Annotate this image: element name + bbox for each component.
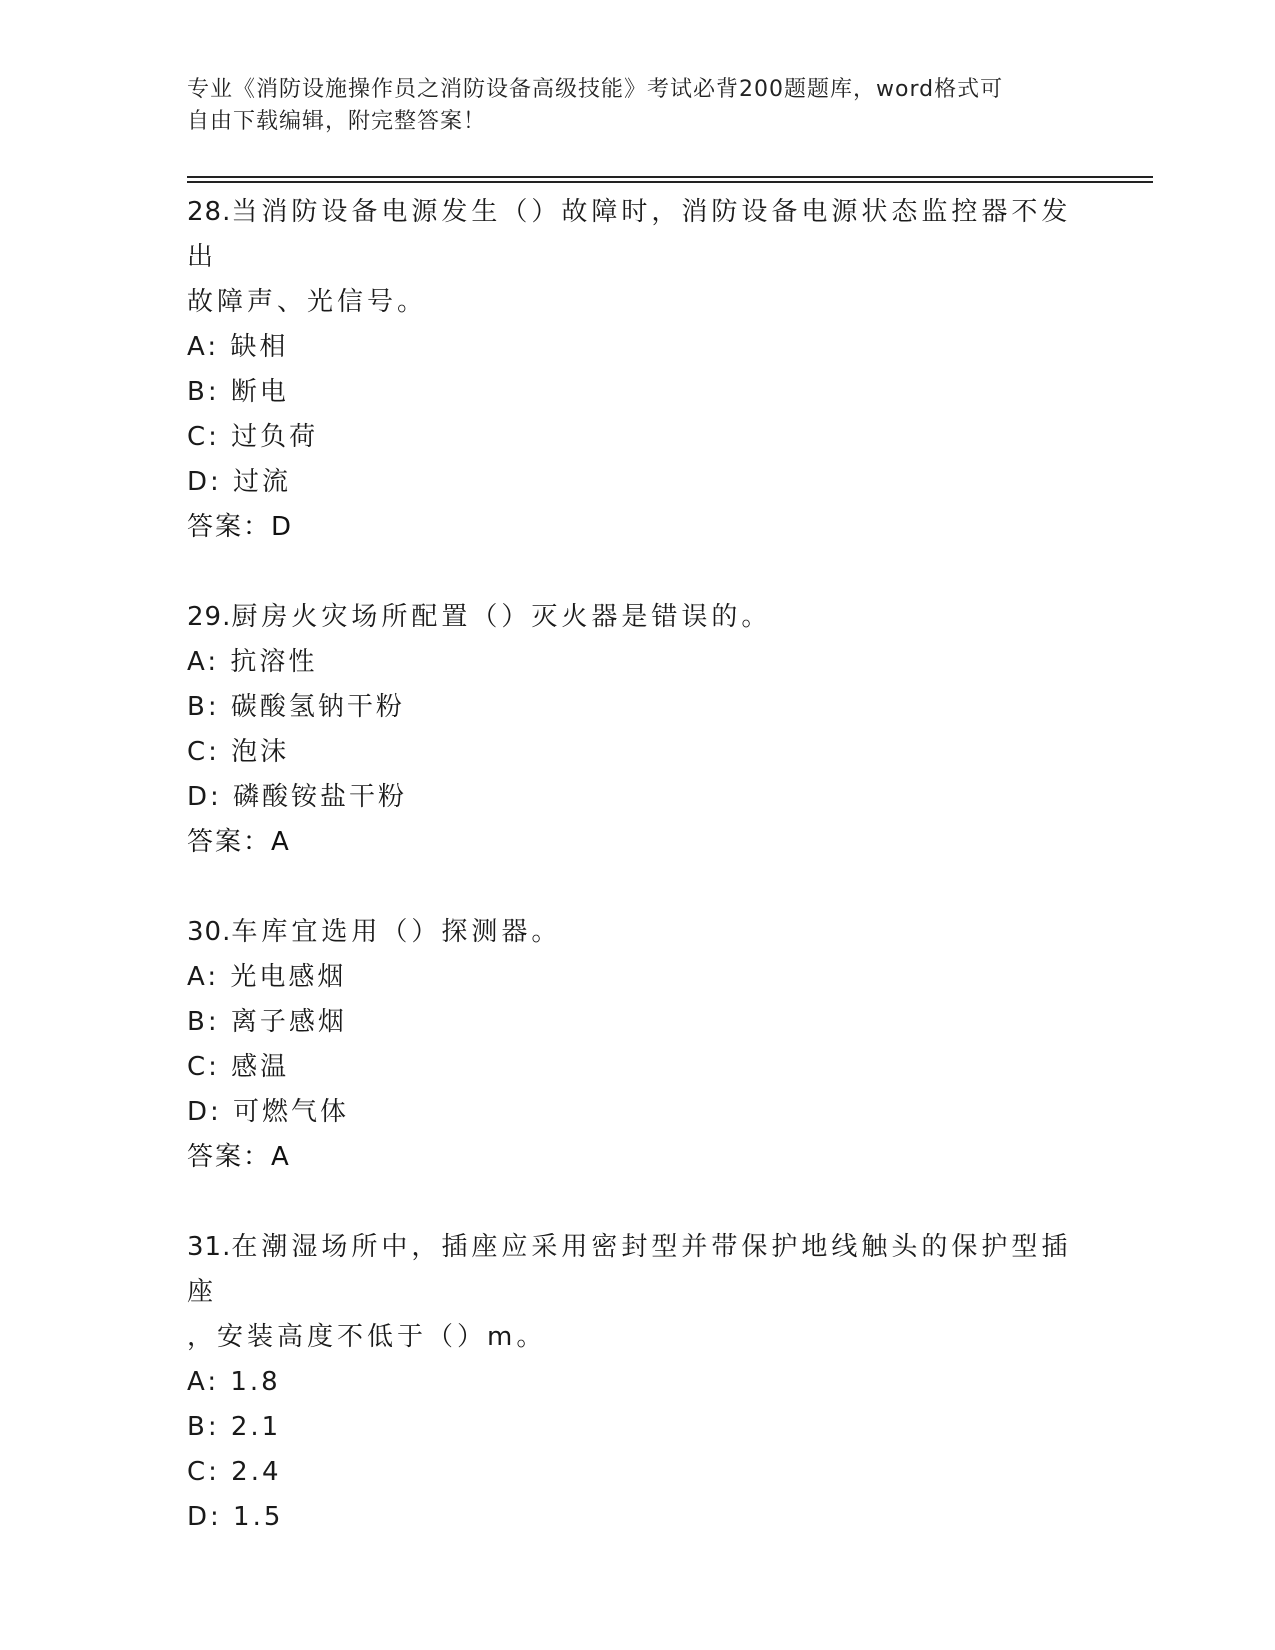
- option-b: B: 离子感烟: [187, 1007, 347, 1037]
- option-d: D: 可燃气体: [187, 1097, 350, 1127]
- header-divider-bottom: [187, 181, 1153, 183]
- question-text-line-1: 当消防设备电源发生（）故障时，消防设备电源状态监控器不发出: [187, 197, 1072, 272]
- question-30: [187, 910, 1087, 1180]
- option-a: A: 1.8: [187, 1367, 281, 1397]
- question-29: [187, 595, 1087, 865]
- question-text: [187, 190, 1087, 280]
- question-list: [187, 190, 1087, 1540]
- option-b: B: 2.1: [187, 1412, 282, 1442]
- option-d: D: 磷酸铵盐干粉: [187, 782, 408, 812]
- option-a: A: 光电感烟: [187, 962, 347, 992]
- question-number: 30.: [187, 917, 232, 947]
- question-31: [187, 1225, 1087, 1540]
- question-spacer: [187, 1180, 1087, 1225]
- question-number: 29.: [187, 602, 232, 632]
- question-text-line-2: ，安装高度不低于（）m。: [187, 1322, 547, 1352]
- answer: 答案：D: [187, 512, 294, 542]
- question-spacer: [187, 865, 1087, 910]
- option-d: D: 1.5: [187, 1502, 284, 1532]
- document-header: [187, 74, 1067, 138]
- question-text-line-2: 故障声、光信号。: [187, 287, 428, 317]
- question-28: [187, 190, 1087, 550]
- option-c: C: 感温: [187, 1052, 290, 1082]
- question-number: 28.: [187, 197, 232, 227]
- question-text: [187, 910, 1087, 955]
- question-text: [187, 595, 1087, 640]
- option-a: A: 缺相: [187, 332, 289, 362]
- option-c: C: 泡沫: [187, 737, 290, 767]
- answer: 答案：A: [187, 1142, 291, 1172]
- option-b: B: 断电: [187, 377, 289, 407]
- header-line-2: 自由下载编辑，附完整答案！: [187, 109, 487, 134]
- question-text-line-1: 车库宜选用（）探测器。: [231, 917, 562, 947]
- option-c: C: 过负荷: [187, 422, 319, 452]
- question-text-line-1: 在潮湿场所中，插座应采用密封型并带保护地线触头的保护型插座: [187, 1232, 1072, 1307]
- question-text: [187, 1225, 1087, 1315]
- answer: 答案：A: [187, 827, 291, 857]
- header-divider-top: [187, 176, 1153, 178]
- option-b: B: 碳酸氢钠干粉: [187, 692, 405, 722]
- header-line-1: 专业《消防设施操作员之消防设备高级技能》考试必背200题题库，word格式可: [187, 77, 1004, 102]
- option-d: D: 过流: [187, 467, 292, 497]
- question-number: 31.: [187, 1232, 232, 1262]
- question-spacer: [187, 550, 1087, 595]
- option-a: A: 抗溶性: [187, 647, 318, 677]
- option-c: C: 2.4: [187, 1457, 282, 1487]
- question-text-line-1: 厨房火灾场所配置（）灭火器是错误的。: [231, 602, 772, 632]
